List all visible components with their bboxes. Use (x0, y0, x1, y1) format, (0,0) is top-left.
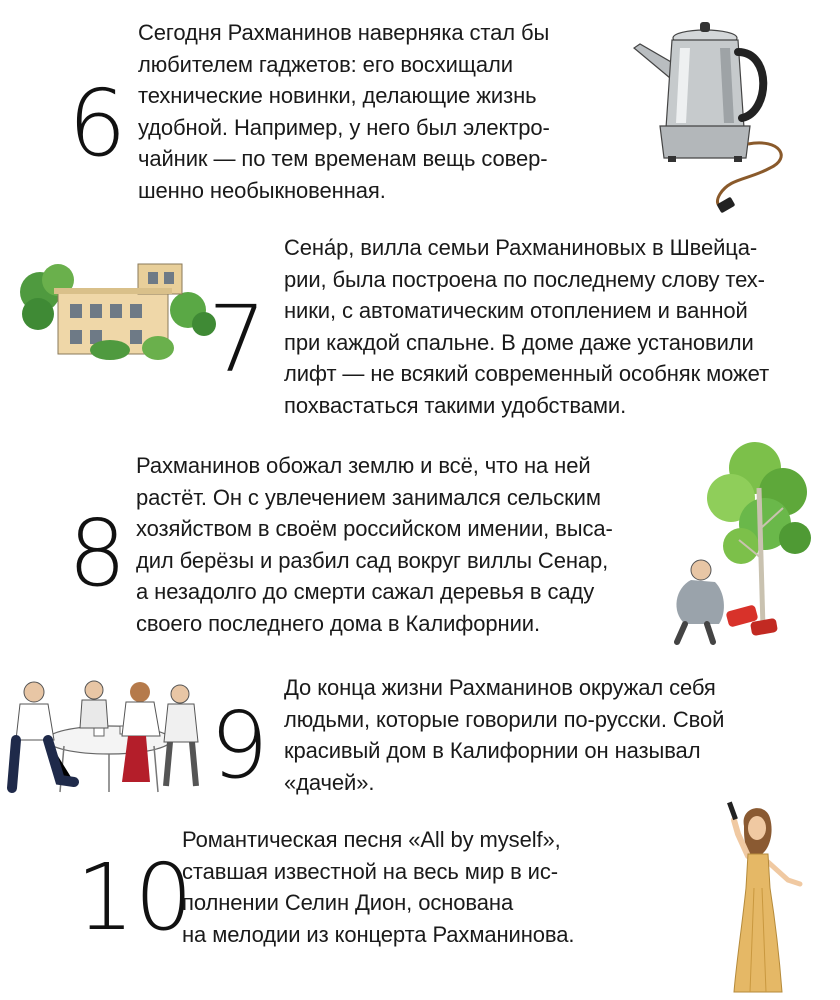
text-line: полнении Селин Дион, основана (182, 890, 514, 916)
text-line: растёт. Он с увлечением занимался сельским (136, 484, 601, 510)
text-line: Сегодня Рахманинов наверняка стал бы (138, 20, 550, 45)
tree-planting-icon (655, 428, 815, 650)
fact-text-7 (284, 232, 769, 422)
villa-icon (18, 252, 218, 362)
fact-text-6 (138, 17, 550, 207)
text-line: До конца жизни Рахманинов окружал себя (284, 675, 716, 700)
text-line: любителем гаджетов: его восхищали (138, 51, 513, 77)
text-line: лифт — не всякий современный особняк может (284, 361, 770, 387)
text-line: «дачей». (284, 769, 375, 795)
fact-text-8 (136, 450, 613, 640)
text-line: на мелодии из концерта Рахманинова. (182, 921, 575, 947)
text-line: шенно необыкновенная. (138, 177, 386, 203)
fact-number-10: 10 (76, 844, 194, 951)
fact-number-9: 9 (210, 692, 269, 799)
fact-text-9 (284, 672, 724, 798)
text-line: а незадолго до смерти сажал деревья в саду (136, 579, 595, 605)
electric-kettle-icon (620, 8, 795, 218)
text-line: людьми, которые говорили по-русски. Свой (284, 706, 725, 732)
text-line: чайник — по тем временам вещь совер- (138, 146, 548, 172)
text-line: дил берёзы и разбил сад вокруг виллы Сенар, (136, 547, 609, 573)
fact-number-7: 7 (208, 286, 267, 393)
text-line: при каждой спальне. В доме даже установили (284, 329, 754, 355)
text-line: удобной. Например, у него был электро- (138, 114, 550, 140)
text-line: красивый дом в Калифорнии он называл (284, 738, 701, 764)
text-line: технические новинки, делающие жизнь (138, 83, 537, 109)
text-line: Романтическая песня «All by myself», (182, 827, 561, 852)
text-line: Сена́р, вилла семьи Рахманиновых в Швейца- (284, 235, 758, 260)
text-line: рии, была построена по последнему слову тех- (284, 266, 765, 292)
tea-table-icon (4, 670, 204, 795)
text-line: похвастаться такими удобствами. (284, 392, 627, 418)
text-line: хозяйством в своём российском имении, выса- (136, 516, 613, 542)
text-line: Рахманинов обожал землю и всё, что на ней (136, 453, 591, 478)
fact-text-10 (182, 824, 574, 950)
text-line: ники, с автоматическим отоплением и ванной (284, 298, 748, 324)
singer-icon (710, 796, 810, 996)
text-line: своего последнего дома в Калифорнии. (136, 610, 540, 636)
fact-number-8: 8 (68, 500, 127, 607)
text-line: ставшая известной на весь мир в ис- (182, 858, 559, 884)
fact-number-6: 6 (68, 70, 127, 177)
